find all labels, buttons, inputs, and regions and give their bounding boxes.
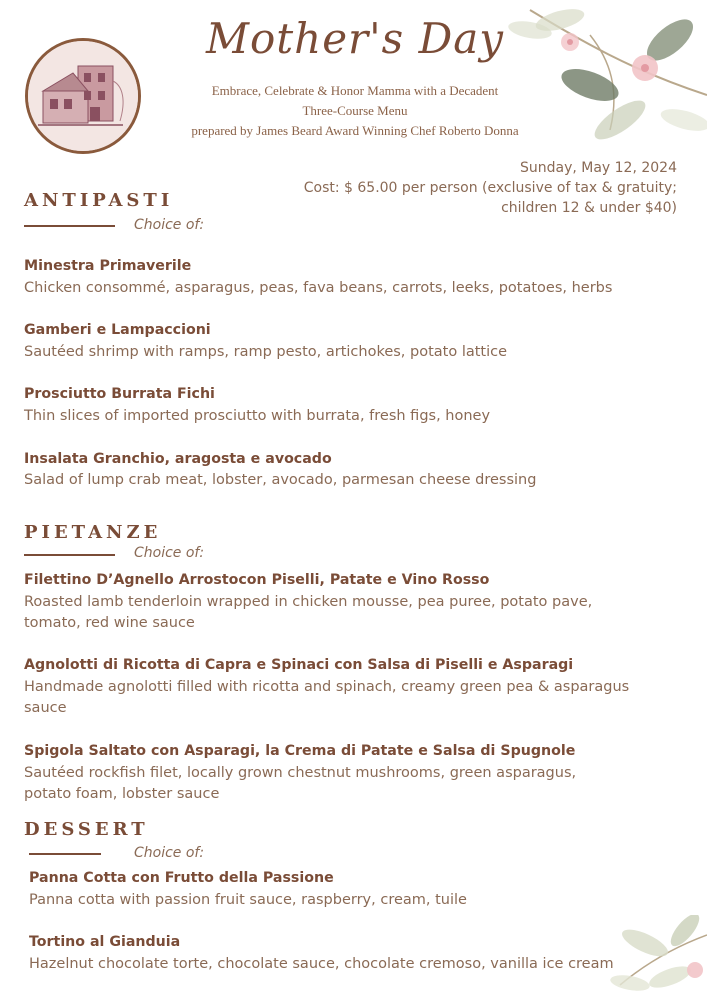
dish-name: Insalata Granchio, aragosta e avocado: [24, 451, 332, 467]
choice-of-label: Choice of:: [134, 845, 205, 861]
choice-of-label: Choice of:: [134, 545, 205, 561]
event-info: [280, 158, 677, 218]
dish-name: Tortino al Gianduia: [29, 934, 181, 950]
dish-description: Handmade agnolotti filled with ricotta and spinach, creamy green pea & asparagus sauce: [24, 679, 630, 716]
dish-name: Filettino D’Agnello Arrostocon Piselli, Patate e Vino Rosso: [24, 572, 490, 588]
section-heading-antipasti: ANTIPASTI: [24, 190, 174, 211]
event-cost: Cost: $ 65.00 per person (exclusive of tax & gratuity;: [303, 180, 677, 196]
event-date: Sunday, May 12, 2024: [519, 160, 677, 176]
dish-name: Gamberi e Lampaccioni: [24, 322, 211, 338]
dish-description: Thin slices of imported prosciutto with burrata, fresh figs, honey: [24, 408, 491, 424]
subtitle-line: Three-Course Menu: [302, 103, 408, 118]
subtitle-line: prepared by James Beard Award Winning Chef Roberto Donna: [191, 123, 519, 138]
dish-description: Panna cotta with passion fruit sauce, raspberry, cream, tuile: [29, 892, 467, 908]
subtitle-line: Embrace, Celebrate & Honor Mamma with a Decadent: [211, 83, 499, 98]
choice-of-label: Choice of:: [134, 217, 205, 233]
dish-name: Agnolotti di Ricotta di Capra e Spinaci con Salsa di Piselli e Asparagi: [24, 657, 574, 673]
dish-description: Roasted lamb tenderloin wrapped in chicken mousse, pea puree, potato pave, tomato, red wine sauce: [24, 594, 593, 631]
dish-description: Salad of lump crab meat, lobster, avocado, parmesan cheese dressing: [24, 472, 537, 488]
dish-name: Minestra Primaverile: [24, 258, 192, 274]
section-heading-dessert: DESSERT: [24, 819, 149, 840]
section-divider: [24, 225, 115, 227]
section-divider: [24, 554, 115, 556]
dish-description: Sautéed shrimp with ramps, ramp pesto, artichokes, potato lattice: [24, 344, 508, 360]
section-divider: [29, 853, 101, 855]
dish-description: Sautéed rockfish filet, locally grown chestnut mushrooms, green asparagus, potato foam, lobster sauce: [24, 765, 577, 802]
dish-description: Hazelnut chocolate torte, chocolate sauce, chocolate cremoso, vanilla ice cream: [29, 956, 614, 972]
section-heading-pietanze: PIETANZE: [24, 522, 162, 543]
subtitle: [160, 81, 550, 141]
page-title: Mother's Day: [205, 14, 505, 63]
dish-description: Chicken consommé, asparagus, peas, fava beans, carrots, leeks, potatoes, herbs: [24, 280, 613, 296]
dish-name: Spigola Saltato con Asparagi, la Crema di Patate e Salsa di Spugnole: [24, 743, 576, 759]
event-cost-children: children 12 & under $40): [501, 200, 677, 216]
dish-name: Prosciutto Burrata Fichi: [24, 386, 215, 402]
restaurant-building-sketch-icon: [25, 38, 141, 154]
dish-name: Panna Cotta con Frutto della Passione: [29, 870, 334, 886]
